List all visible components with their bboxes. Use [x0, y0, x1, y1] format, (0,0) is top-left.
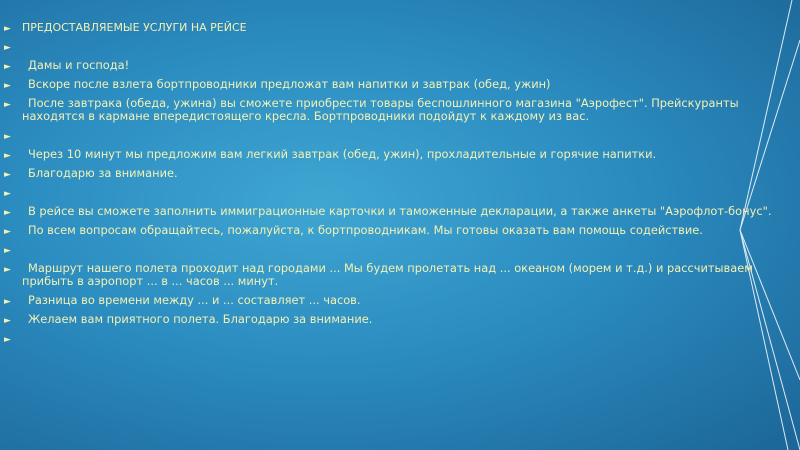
triangle-bullet-icon: ►	[4, 316, 11, 326]
list-item	[4, 186, 794, 199]
list-item	[4, 78, 794, 91]
triangle-bullet-icon: ►	[4, 265, 11, 275]
triangle-bullet-icon: ►	[4, 151, 11, 161]
list-item	[4, 148, 794, 161]
triangle-bullet-icon: ►	[4, 132, 11, 142]
triangle-bullet-icon: ►	[4, 62, 11, 72]
list-item	[4, 313, 794, 326]
list-item-text: В рейсе вы сможете заполнить иммиграционные карточки и таможенные декларации, а также анкеты "Аэрофлот-бонус".	[28, 204, 772, 218]
list-item	[4, 129, 794, 142]
list-item-text: После завтрака (обеда, ужина) вы сможете приобрести товары беспошлинного магазина "Аэрофест". Прейскуранты находятся в кармане впередистоящего кресла. Бортпроводники подойдут к каждому из вас.	[22, 96, 739, 123]
triangle-bullet-icon: ►	[4, 43, 11, 53]
triangle-bullet-icon: ►	[4, 297, 11, 307]
triangle-bullet-icon: ►	[4, 170, 11, 180]
triangle-bullet-icon: ►	[4, 189, 11, 199]
list-item	[4, 205, 794, 218]
list-item	[4, 59, 794, 72]
list-item	[4, 294, 794, 307]
list-item-text: Благодарю за внимание.	[28, 166, 178, 180]
list-item	[4, 40, 794, 53]
list-item	[4, 262, 794, 288]
list-item-text: Маршрут нашего полета проходит над городами ... Мы будем пролетать над ... океаном (морем и т.д.) и рассчитываем прибыть в аэропорт ... в ... часов ... минут.	[22, 261, 753, 288]
triangle-bullet-icon: ►	[4, 81, 11, 91]
list-item	[4, 332, 794, 345]
triangle-bullet-icon: ►	[4, 208, 11, 218]
list-item-text: Разница во времени между ... и ... составляет ... часов.	[28, 293, 361, 307]
list-item	[4, 21, 794, 34]
triangle-bullet-icon: ►	[4, 246, 11, 256]
list-item-text: Через 10 минут мы предложим вам легкий завтрак (обед, ужин), прохладительные и горячие напитки.	[28, 147, 657, 161]
list-item-text: По всем вопросам обращайтесь, пожалуйста, к бортпроводникам. Мы готовы оказать вам помощь содействие.	[28, 223, 703, 237]
triangle-bullet-icon: ►	[4, 335, 11, 345]
triangle-bullet-icon: ►	[4, 24, 11, 34]
list-item-text: Желаем вам приятного полета. Благодарю за внимание.	[28, 312, 373, 326]
list-item	[4, 243, 794, 256]
list-item-text: Дамы и господа!	[28, 58, 130, 72]
triangle-bullet-icon: ►	[4, 100, 11, 110]
slide-content	[4, 21, 794, 351]
slide-title: ПРЕДОСТАВЛЯЕМЫЕ УСЛУГИ НА РЕЙСЕ	[22, 21, 247, 34]
list-item	[4, 167, 794, 180]
list-item-text: Вскоре после взлета бортпроводники предложат вам напитки и завтрак (обед, ужин)	[28, 77, 551, 91]
list-item	[4, 97, 794, 123]
list-item	[4, 224, 794, 237]
triangle-bullet-icon: ►	[4, 227, 11, 237]
